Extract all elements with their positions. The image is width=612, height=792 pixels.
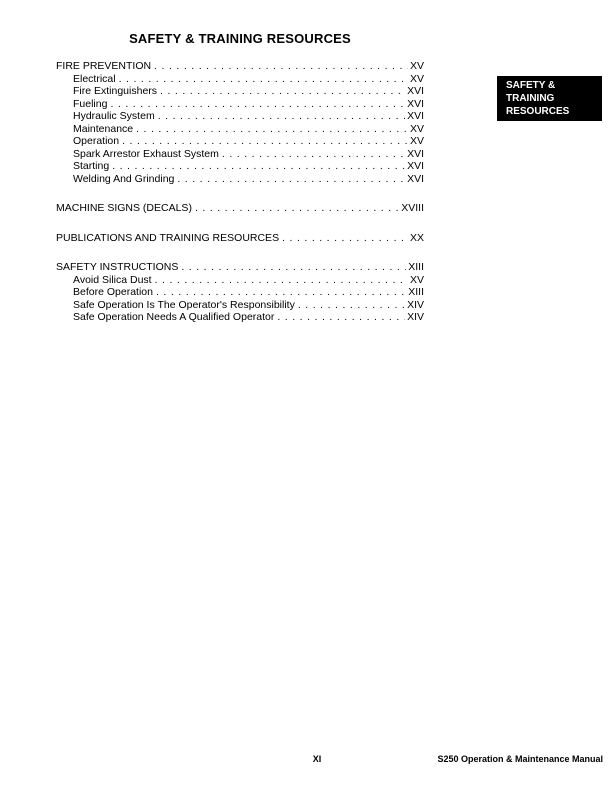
toc-page-number: XIII — [408, 261, 424, 273]
toc-section-heading-row — [56, 202, 424, 215]
toc — [56, 60, 424, 337]
dot-leader — [110, 98, 405, 111]
toc-entry-row — [56, 274, 424, 287]
toc-page-number: XIII — [408, 286, 424, 298]
toc-label: Safe Operation Needs A Qualified Operator — [73, 311, 275, 323]
toc-entry-row — [56, 299, 424, 312]
dot-leader — [119, 73, 408, 86]
toc-section — [56, 261, 424, 324]
toc-page-number: XV — [409, 273, 424, 286]
toc-entry-row — [56, 311, 424, 324]
dot-leader — [282, 232, 408, 245]
toc-label: Fueling — [73, 97, 108, 110]
toc-entry-row — [56, 98, 424, 111]
dot-leader — [155, 274, 408, 287]
dot-leader — [122, 135, 408, 148]
toc-section-heading-row — [56, 60, 424, 73]
dot-leader — [156, 286, 406, 299]
toc-label: Safe Operation Is The Operator's Responsibility — [73, 298, 295, 311]
toc-entry-row — [56, 110, 424, 123]
toc-label: Electrical — [73, 72, 116, 85]
toc-page-number: XV — [409, 72, 424, 85]
toc-page-number: XV — [409, 60, 424, 72]
toc-page-number: XVIII — [401, 202, 424, 214]
toc-page-number: XV — [409, 135, 424, 147]
toc-label: Welding And Grinding — [73, 172, 175, 185]
toc-entry-row — [56, 85, 424, 98]
toc-label: Spark Arrestor Exhaust System — [73, 147, 219, 160]
toc-label: Hydraulic System — [73, 110, 155, 122]
page-title: SAFETY & TRAINING RESOURCES — [129, 31, 351, 46]
toc-section — [56, 202, 424, 215]
toc-section-heading-row — [56, 261, 424, 274]
dot-leader — [154, 60, 408, 73]
toc-entry-row — [56, 286, 424, 299]
toc-entry-row — [56, 135, 424, 148]
toc-page-number: XVI — [407, 147, 424, 160]
dot-leader — [158, 110, 405, 123]
section-tab-line: TRAINING — [506, 93, 555, 104]
toc-entry-row — [56, 173, 424, 186]
toc-entry-row — [56, 73, 424, 86]
toc-section — [56, 232, 424, 245]
toc-section — [56, 60, 424, 185]
toc-page-number: XVI — [407, 97, 424, 110]
dot-leader — [277, 311, 405, 324]
section-tab-line: RESOURCES — [506, 106, 570, 117]
footer-page-number: XI — [312, 754, 322, 764]
dot-leader — [222, 148, 405, 161]
dot-leader — [112, 160, 405, 173]
toc-label: Maintenance — [73, 122, 134, 135]
toc-label: Fire Extinguishers — [73, 85, 158, 97]
toc-label: Starting — [73, 160, 110, 172]
toc-page-number: XIV — [407, 311, 424, 323]
toc-entry-row — [56, 160, 424, 173]
toc-page-number: XV — [409, 122, 424, 135]
toc-page-number: XIV — [407, 298, 424, 311]
dot-leader — [298, 299, 405, 312]
dot-leader — [181, 261, 406, 274]
toc-page-number: XVI — [407, 110, 424, 122]
toc-label: Operation — [73, 135, 120, 147]
toc-entry-row — [56, 123, 424, 136]
dot-leader — [160, 85, 405, 98]
toc-page-number: XVI — [407, 85, 424, 97]
toc-label: FIRE PREVENTION — [56, 60, 152, 72]
section-tab-line: SAFETY & — [506, 80, 556, 91]
dot-leader — [195, 202, 399, 215]
dot-leader — [136, 123, 408, 136]
toc-page-number: XVI — [407, 160, 424, 172]
toc-page-number: XVI — [407, 172, 424, 185]
toc-label: SAFETY INSTRUCTIONS — [56, 261, 179, 273]
toc-page-number: XX — [409, 231, 424, 244]
toc-label: Before Operation — [73, 286, 153, 298]
toc-label: PUBLICATIONS AND TRAINING RESOURCES — [56, 231, 280, 244]
toc-entry-row — [56, 148, 424, 161]
footer-manual-title: S250 Operation & Maintenance Manual — [437, 754, 603, 764]
toc-section-heading-row — [56, 232, 424, 245]
toc-label: Avoid Silica Dust — [73, 273, 152, 286]
dot-leader — [177, 173, 405, 186]
section-tab — [497, 76, 602, 121]
toc-label: MACHINE SIGNS (DECALS) — [56, 202, 192, 214]
